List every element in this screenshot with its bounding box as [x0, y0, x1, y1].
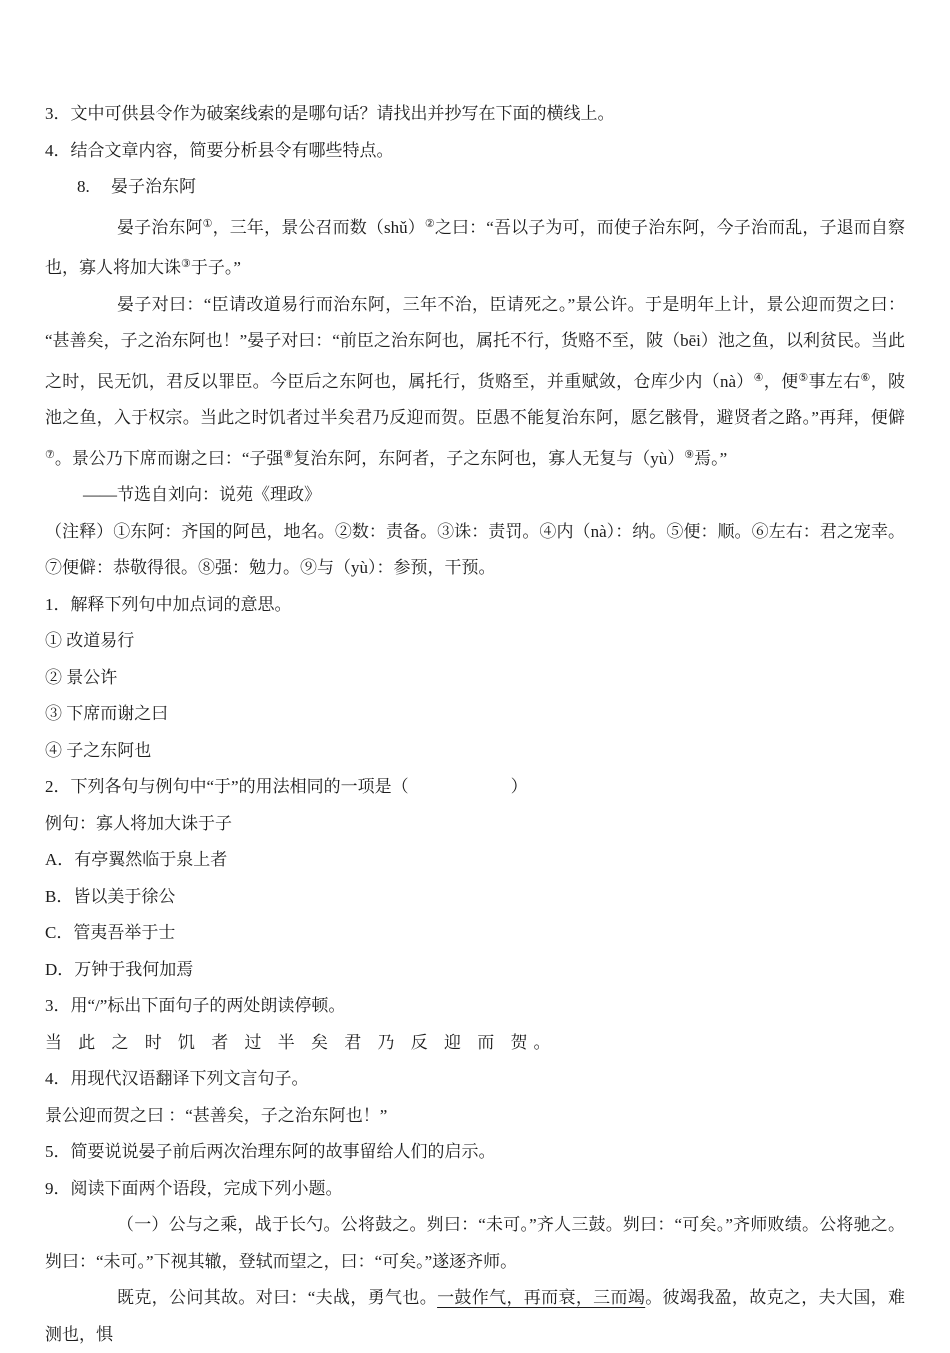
footnote-marker: ② — [424, 217, 435, 230]
text-segment: A．有亭翼然临于泉上者 — [45, 850, 228, 869]
section-8-title — [45, 169, 905, 206]
sub-question-3-sentence — [45, 1025, 905, 1062]
footnote-marker: ⑦ — [45, 448, 55, 461]
text-segment: 事左右 — [808, 371, 861, 391]
footnote-marker: ⑥ — [860, 371, 871, 384]
sub-question-2-option-c — [45, 915, 905, 952]
passage-1-notes — [45, 514, 905, 587]
text-segment: ，三年，景公召而数（shǔ） — [212, 217, 425, 237]
footnote-marker: ⑤ — [798, 371, 809, 384]
text-segment: 3．文中可供县令作为破案线索的是哪句话？请找出并抄写在下面的横线上。 — [45, 104, 615, 123]
sub-question-1-item-3 — [45, 696, 905, 733]
document-body — [45, 96, 905, 1353]
sub-question-3 — [45, 988, 905, 1025]
text-segment: D．万钟于我何加焉 — [45, 959, 194, 979]
text-segment: B．皆以美于徐公 — [45, 886, 176, 906]
text-segment: 8. 晏子治东阿 — [77, 177, 196, 196]
text-segment: 于子。” — [190, 258, 241, 277]
footnote-marker: ⑨ — [684, 448, 695, 461]
question-4 — [45, 133, 905, 170]
text-segment: 3．用“/”标出下面句子的两处朗读停顿。 — [45, 996, 346, 1015]
text-segment: ，便 — [763, 371, 799, 391]
passage-2-para-2 — [45, 1280, 905, 1353]
text-segment: ，陂池之鱼，入于权宗。当此之时饥者过半矣君乃反迎而贺。臣愚不能复治东阿，愿乞骸骨，避贤者之路。”再拜，便僻 — [45, 371, 905, 427]
passage-1-para-2 — [45, 287, 905, 478]
sub-question-2-option-b — [45, 879, 905, 916]
text-segment: 晏子治东阿 — [117, 217, 203, 237]
text-segment: 4．结合文章内容，简要分析县令有哪些特点。 — [45, 140, 394, 160]
question-3 — [45, 96, 905, 133]
text-segment: 。景公乃下席而谢之曰：“子强 — [54, 448, 284, 468]
text-segment: 1．解释下列句中加点词的意思。 — [45, 594, 292, 614]
text-segment: 例句：寡人将加大诛于子 — [45, 813, 232, 833]
text-segment: 2．下列各句与例句中“于”的用法相同的一项是（ ） — [45, 777, 528, 796]
text-segment: 复治东阿，东阿者，子之东阿也，寡人无复与（yù） — [293, 448, 685, 468]
text-segment: 晏子对曰：“臣请改道易行而治东阿，三年不治，臣请死之。”景公许。于是明年上计，景公迎而贺之曰：“甚善矣，子之治东阿也！”晏子对曰：“前臣之治东阿也，属托不行，货赂不至，陂（bēi）池之鱼，以利贫民。当此之时，民无饥，君反以罪臣。今臣后之东阿也，属托行，货赂至，并重赋敛，仓库少内（nà） — [45, 294, 905, 391]
text-segment: 9．阅读下面两个语段，完成下列小题。 — [45, 1178, 343, 1198]
sub-question-1 — [45, 587, 905, 624]
sub-question-5 — [45, 1134, 905, 1171]
text-segment: 景公迎而贺之曰 ：“甚善矣，子之治东阿也！” — [45, 1105, 388, 1125]
sub-question-1-item-2 — [45, 660, 905, 697]
footnote-marker: ③ — [181, 258, 191, 270]
text-segment: ④ 子之东阿也 — [45, 740, 152, 760]
sub-question-2-option-a — [45, 842, 905, 879]
sub-question-2 — [45, 769, 905, 806]
text-segment: ③ 下席而谢之曰 — [45, 704, 169, 723]
sub-question-4 — [45, 1061, 905, 1098]
footnote-marker: ⑧ — [283, 448, 294, 461]
underlined-text: 一鼓作气，再而衰，三而竭 — [437, 1288, 646, 1307]
text-segment: C．管夷吾举于士 — [45, 923, 176, 942]
text-segment: 之曰：“吾以子为可，而使子治东阿，今子治而乱，子退而自察也，寡人将加大诛 — [45, 217, 905, 277]
passage-1-para-1 — [45, 206, 905, 287]
passage-1-source — [45, 477, 905, 514]
text-segment: 既克，公问其故。对曰：“夫战，勇气也。 — [117, 1288, 438, 1307]
text-segment: 焉。” — [694, 448, 728, 468]
text-segment: ——节选自刘向：说苑《理政》 — [83, 485, 321, 504]
sub-question-2-example — [45, 806, 905, 843]
section-9-intro — [45, 1171, 905, 1208]
dotted-word: 许 • — [100, 660, 117, 697]
text-segment: 4．用现代汉语翻译下列文言句子。 — [45, 1069, 309, 1088]
text-segment: ② 景公 — [45, 667, 101, 687]
sub-question-4-sentence — [45, 1098, 905, 1135]
sub-question-1-item-4 — [45, 733, 905, 770]
text-segment: 。彼竭我盈，故克之，夫大国，难测也，惧 — [45, 1288, 906, 1344]
text-segment: 5．简要说说晏子前后两次治理东阿的故事留给人们的启示。 — [45, 1142, 496, 1161]
text-segment: ① 改道易行 — [45, 631, 135, 650]
sub-question-2-option-d — [45, 952, 905, 989]
footnote-marker: ① — [202, 217, 213, 230]
text-segment: （一）公与之乘，战于长勺。公将鼓之。刿曰：“未可。”齐人三鼓。刿曰：“可矣。”齐师败绩。公将驰之。刿曰：“未可。”下视其辙，登轼而望之，曰：“可矣。”遂逐齐师。 — [45, 1215, 905, 1271]
text-segment: （注释）①东阿：齐国的阿邑，地名。②数：责备。③诛：责罚。④内（nà）：纳。⑤便：顺。⑥左右：君之宠幸。⑦便僻：恭敬得很。⑧强：勉力。⑨与（yù）：参预，干预。 — [45, 521, 905, 577]
footnote-marker: ④ — [753, 371, 764, 384]
sub-question-1-item-1 — [45, 623, 905, 660]
text-segment: 当 此 之 时 饥 者 过 半 矣 君 乃 反 迎 而 贺。 — [45, 1032, 557, 1052]
passage-2-para-1 — [45, 1207, 905, 1280]
